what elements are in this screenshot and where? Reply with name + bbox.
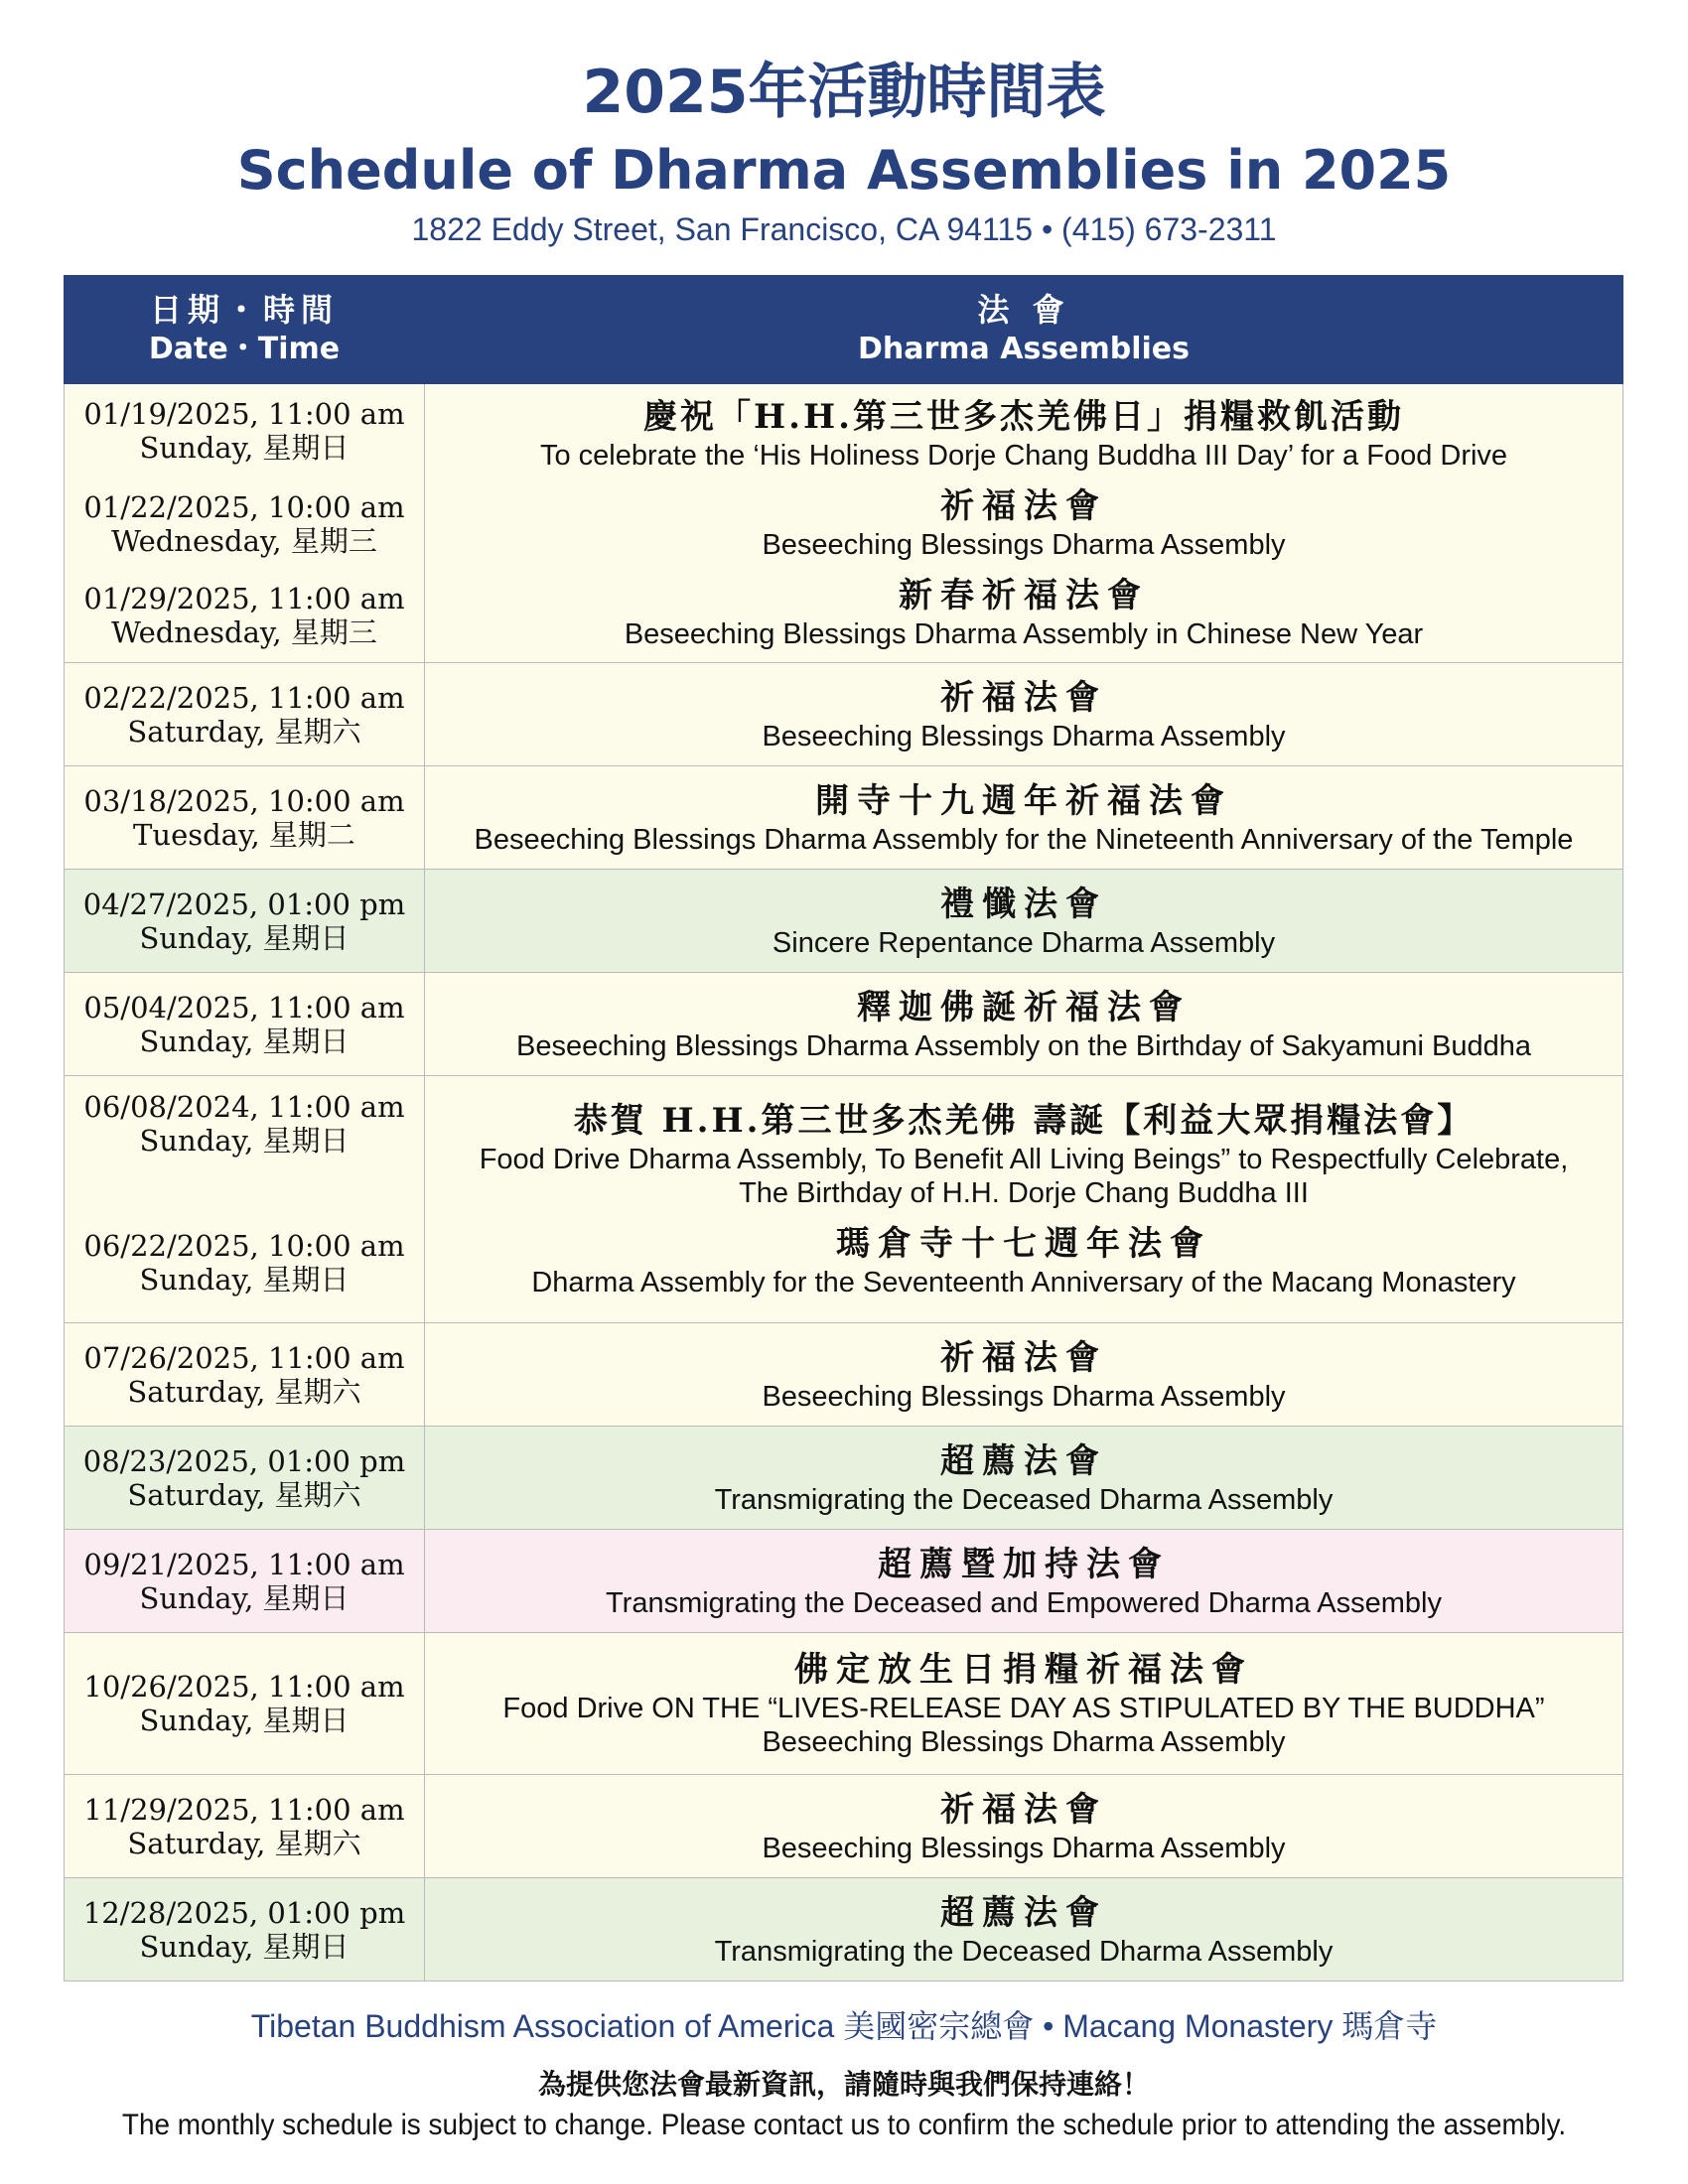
event-title-en: Food Drive ON THE “LIVES-RELEASE DAY AS STIPULATED BY THE BUDDHA” [502, 1693, 1545, 1724]
event-day: Sunday, 星期日 [139, 431, 350, 465]
event-title-en: Beseeching Blessings Dharma Assembly in Chinese New Year [624, 618, 1424, 650]
event-datetime: 06/08/2024, 11:00 am [83, 1090, 405, 1124]
table-header-row [65, 276, 1623, 384]
event-cell [425, 1878, 1623, 1981]
event-cell [425, 1323, 1623, 1427]
event-title-en: Beseeching Blessings Dharma Assembly [762, 1726, 1286, 1758]
event-title-en: Dharma Assembly for the Seventeenth Anniversary of the Macang Monastery [531, 1267, 1516, 1298]
table-row [65, 384, 1623, 663]
table-row [65, 1427, 1623, 1530]
table-row [65, 766, 1623, 870]
date-column-header [65, 276, 425, 384]
event-datetime: 05/04/2025, 11:00 am [83, 990, 405, 1024]
table-row [65, 1775, 1623, 1878]
table-row [65, 1633, 1623, 1775]
event-day: Sunday, 星期日 [139, 1024, 350, 1058]
event-datetime: 01/19/2025, 11:00 am [83, 397, 405, 431]
event-title-en: Transmigrating the Deceased Dharma Assembly [714, 1483, 1334, 1516]
date-cell [65, 870, 425, 973]
event-cell [425, 663, 1623, 766]
event-datetime: 06/22/2025, 10:00 am [83, 1229, 405, 1263]
event-day: Saturday, 星期六 [127, 714, 361, 749]
table-row [65, 973, 1623, 1076]
date-cell [65, 1530, 425, 1633]
event-title-zh: 瑪倉寺十七週年法會 [836, 1224, 1211, 1264]
table-row [65, 1323, 1623, 1427]
event-datetime: 02/22/2025, 11:00 am [83, 680, 405, 715]
event-day: Sunday, 星期日 [139, 1263, 350, 1297]
date-column-header-zh: 日期・時間 [149, 291, 339, 329]
table-row [65, 1076, 1623, 1323]
date-column-header-en: Date・Time [148, 332, 341, 366]
event-title-en: To celebrate the ‘His Holiness Dorje Chang Buddha III Day’ for a Food Drive [539, 440, 1508, 472]
event-cell [425, 384, 1623, 663]
notice-chinese: 為提供您法會最新資訊，請隨時與我們保持連絡！ [537, 2068, 1150, 2101]
event-cell [425, 1076, 1623, 1323]
page-title-english: Schedule of Dharma Assemblies in 2025 [236, 139, 1452, 202]
table-row [65, 1530, 1623, 1633]
event-title-zh: 恭賀 H.H.第三世多杰羌佛 壽誕【利益大眾捐糧法會】 [573, 1101, 1475, 1141]
event-title-zh: 開寺十九週年祈福法會 [815, 780, 1232, 821]
event-title-en: Food Drive Dharma Assembly, To Benefit All Living Beings” to Respectfully Celebrate, [479, 1144, 1569, 1175]
event-cell [425, 870, 1623, 973]
event-day: Saturday, 星期六 [127, 1374, 361, 1409]
event-title-en: Beseeching Blessings Dharma Assembly for the Nineteenth Anniversary of the Temple [474, 823, 1574, 856]
event-datetime: 07/26/2025, 11:00 am [83, 1340, 405, 1375]
event-datetime: 01/22/2025, 10:00 am [83, 490, 405, 524]
date-cell [65, 1427, 425, 1530]
date-cell [65, 1076, 425, 1323]
organization-line: Tibetan Buddhism Association of America 美國密宗總會 • Macang Monastery 瑪倉寺 [250, 2008, 1438, 2044]
event-title-zh: 佛定放生日捐糧祈福法會 [794, 1650, 1253, 1690]
event-title-en: Transmigrating the Deceased Dharma Assembly [714, 1935, 1334, 1968]
event-day: Saturday, 星期六 [127, 1826, 361, 1860]
address-line: 1822 Eddy Street, San Francisco, CA 94115 • (415) 673-2311 [411, 211, 1277, 247]
event-title-en: Sincere Repentance Dharma Assembly [772, 926, 1276, 959]
event-title-zh: 慶祝「H.H.第三世多杰羌佛日」捐糧救飢活動 [643, 397, 1404, 437]
event-title-zh: 祈福法會 [940, 1789, 1107, 1830]
event-cell [425, 1530, 1623, 1633]
event-title-en: Beseeching Blessings Dharma Assembly [762, 1832, 1286, 1864]
event-cell [425, 766, 1623, 870]
event-title-en: Transmigrating the Deceased and Empowered Dharma Assembly [606, 1586, 1442, 1619]
date-cell [65, 766, 425, 870]
event-title-zh: 釋迦佛誕祈福法會 [857, 987, 1191, 1027]
event-title-zh: 超薦法會 [940, 1892, 1107, 1933]
event-cell [425, 973, 1623, 1076]
schedule-table [64, 275, 1623, 1981]
page-title-chinese: 2025年活動時間表 [582, 58, 1106, 127]
table-row [65, 1878, 1623, 1981]
event-cell [425, 1427, 1623, 1530]
event-title-zh: 超薦法會 [940, 1440, 1107, 1481]
table-row [65, 870, 1623, 973]
event-datetime: 09/21/2025, 11:00 am [83, 1547, 405, 1581]
event-title-en: Beseeching Blessings Dharma Assembly [762, 529, 1286, 561]
event-datetime: 01/29/2025, 11:00 am [83, 582, 405, 615]
date-cell [65, 1633, 425, 1775]
event-day: Wednesday, 星期三 [111, 524, 377, 558]
event-title-en: The Birthday of H.H. Dorje Chang Buddha III [739, 1177, 1309, 1209]
event-title-zh: 新春祈福法會 [899, 576, 1149, 615]
date-cell [65, 384, 425, 663]
event-cell [425, 1633, 1623, 1775]
event-datetime: 08/23/2025, 01:00 pm [82, 1443, 406, 1478]
event-column-header [425, 276, 1623, 384]
event-title-zh: 祈福法會 [940, 486, 1107, 526]
event-day: Tuesday, 星期二 [133, 817, 355, 852]
event-datetime: 10/26/2025, 11:00 am [83, 1670, 405, 1704]
event-datetime: 03/18/2025, 10:00 am [83, 783, 405, 818]
event-day: Wednesday, 星期三 [111, 615, 377, 649]
date-cell [65, 663, 425, 766]
event-title-en: Beseeching Blessings Dharma Assembly on the Birthday of Sakyamuni Buddha [515, 1029, 1531, 1062]
event-datetime: 04/27/2025, 01:00 pm [82, 887, 406, 921]
event-day: Sunday, 星期日 [139, 1704, 350, 1737]
event-day: Sunday, 星期日 [139, 920, 350, 955]
event-title-zh: 祈福法會 [940, 677, 1107, 718]
event-column-header-en: Dharma Assemblies [857, 332, 1191, 366]
event-title-zh: 禮懺法會 [940, 884, 1107, 924]
event-day: Saturday, 星期六 [127, 1477, 361, 1512]
event-day: Sunday, 星期日 [139, 1124, 350, 1158]
event-day: Sunday, 星期日 [139, 1929, 350, 1964]
event-title-en: Beseeching Blessings Dharma Assembly [762, 720, 1286, 752]
event-title-zh: 祈福法會 [940, 1337, 1107, 1378]
date-cell [65, 1878, 425, 1981]
event-title-zh: 超薦暨加持法會 [878, 1544, 1170, 1584]
date-cell [65, 973, 425, 1076]
date-cell [65, 1323, 425, 1427]
event-column-header-zh: 法 會 [977, 291, 1070, 329]
event-day: Sunday, 星期日 [139, 1580, 350, 1615]
event-title-en: Beseeching Blessings Dharma Assembly [762, 1380, 1286, 1413]
table-row [65, 663, 1623, 766]
event-datetime: 11/29/2025, 11:00 am [83, 1792, 405, 1827]
event-datetime: 12/28/2025, 01:00 pm [82, 1895, 406, 1930]
notice-english: The monthly schedule is subject to change. Please contact us to confirm the schedule prior to attending the assembly. [121, 2109, 1567, 2141]
event-cell [425, 1775, 1623, 1878]
date-cell [65, 1775, 425, 1878]
